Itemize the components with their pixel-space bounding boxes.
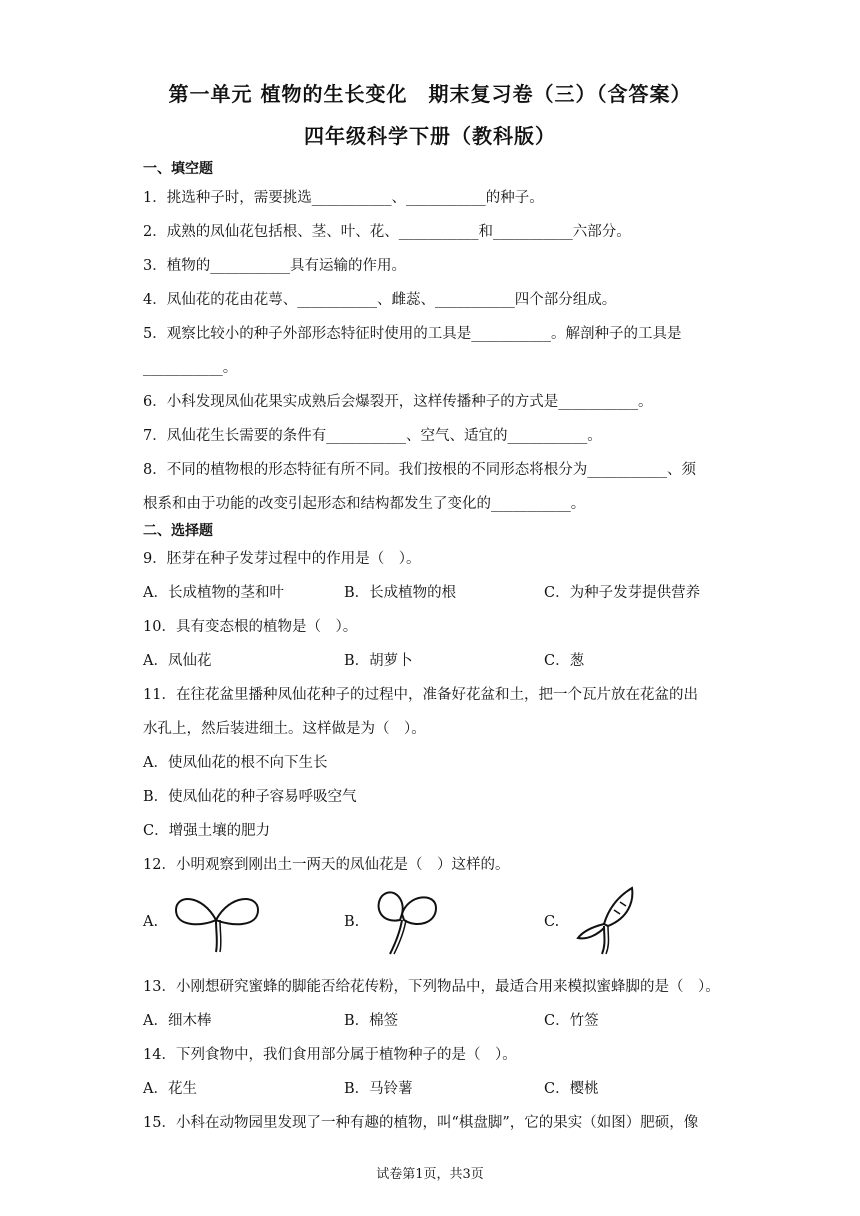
page-footer: 试卷第1页，共3页	[376, 1167, 484, 1182]
exam-subtitle: 四年级科学下册（教科版）	[304, 124, 556, 148]
question-14-option-a: A．花生	[143, 1081, 197, 1097]
question-12-option-c: C.	[544, 914, 560, 930]
question-11-option-b: B．使凤仙花的种子容易呼吸空气	[143, 789, 357, 805]
question-13-option-b: B．棉签	[344, 1013, 399, 1029]
question-12-option-a: A.	[143, 914, 159, 930]
question-8-line1: 8．不同的植物根的形态特征有所不同。我们按根的不同形态将根分为___________、须	[143, 462, 696, 478]
question-11-line2: 水孔上，然后装进细土。这样做是为（ ）。	[143, 721, 426, 737]
question-10-option-a: A．凤仙花	[143, 653, 212, 669]
sprout-drawing-c-icon	[574, 884, 638, 956]
question-11-option-c: C．增强土壤的肥力	[143, 823, 271, 839]
question-7: 7．凤仙花生长需要的条件有___________、空气、适宜的___________。	[143, 428, 602, 444]
question-9-option-c: C．为种子发芽提供营养	[544, 585, 701, 601]
question-9-option-b: B．长成植物的根	[344, 585, 457, 601]
question-13-option-a: A．细木棒	[143, 1013, 212, 1029]
question-4: 4．凤仙花的花由花萼、___________、雌蕊、___________四个部分组成。	[143, 292, 617, 308]
question-15: 15．小科在动物园里发现了一种有趣的植物，叫“棋盘脚”，它的果实（如图）肥硕，像	[143, 1115, 699, 1131]
question-1: 1．挑选种子时，需要挑选___________、___________的种子。	[143, 190, 544, 206]
question-10: 10．具有变态根的植物是（ ）。	[143, 619, 358, 635]
question-10-option-b: B．胡萝卜	[344, 653, 413, 669]
question-6: 6．小科发现凤仙花果实成熟后会爆裂开，这样传播种子的方式是___________。	[143, 394, 653, 410]
question-14-option-b: B．马铃薯	[344, 1081, 413, 1097]
question-13-option-c: C．竹签	[544, 1013, 599, 1029]
question-8-line2: 根系和由于功能的改变引起形态和结构都发生了变化的___________。	[143, 496, 586, 512]
question-9: 9．胚芽在种子发芽过程中的作用是（ ）。	[143, 551, 421, 567]
question-14: 14．下列食物中，我们食用部分属于植物种子的是（ ）。	[143, 1047, 517, 1063]
sprout-drawing-a-icon	[172, 888, 264, 954]
section-multiple-choice: 二、选择题	[143, 523, 213, 539]
question-13: 13．小刚想研究蜜蜂的脚能否给花传粉，下列物品中，最适合用来模拟蜜蜂脚的是（ ）。	[143, 979, 720, 995]
section-fill-blank: 一、填空题	[143, 161, 213, 177]
question-9-option-a: A．长成植物的茎和叶	[143, 585, 284, 601]
question-14-option-c: C．樱桃	[544, 1081, 599, 1097]
question-12: 12．小明观察到刚出土一两天的凤仙花是（ ）这样的。	[143, 857, 510, 873]
question-2: 2．成熟的凤仙花包括根、茎、叶、花、___________和___________六部分。	[143, 224, 631, 240]
question-10-option-c: C．葱	[544, 653, 585, 669]
sprout-drawing-b-icon	[372, 884, 442, 956]
question-5-line1: 5．观察比较小的种子外部形态特征时使用的工具是___________。解剖种子的工具是	[143, 326, 682, 342]
question-12-option-b: B.	[344, 914, 360, 930]
question-5-line2: ___________。	[143, 360, 238, 376]
question-11-line1: 11．在往花盆里播种凤仙花种子的过程中，准备好花盆和土，把一个瓦片放在花盆的出	[143, 687, 698, 703]
question-3: 3．植物的___________具有运输的作用。	[143, 258, 406, 274]
question-11-option-a: A．使凤仙花的根不向下生长	[143, 755, 328, 771]
exam-title: 第一单元 植物的生长变化 期末复习卷（三）（含答案）	[168, 82, 692, 106]
